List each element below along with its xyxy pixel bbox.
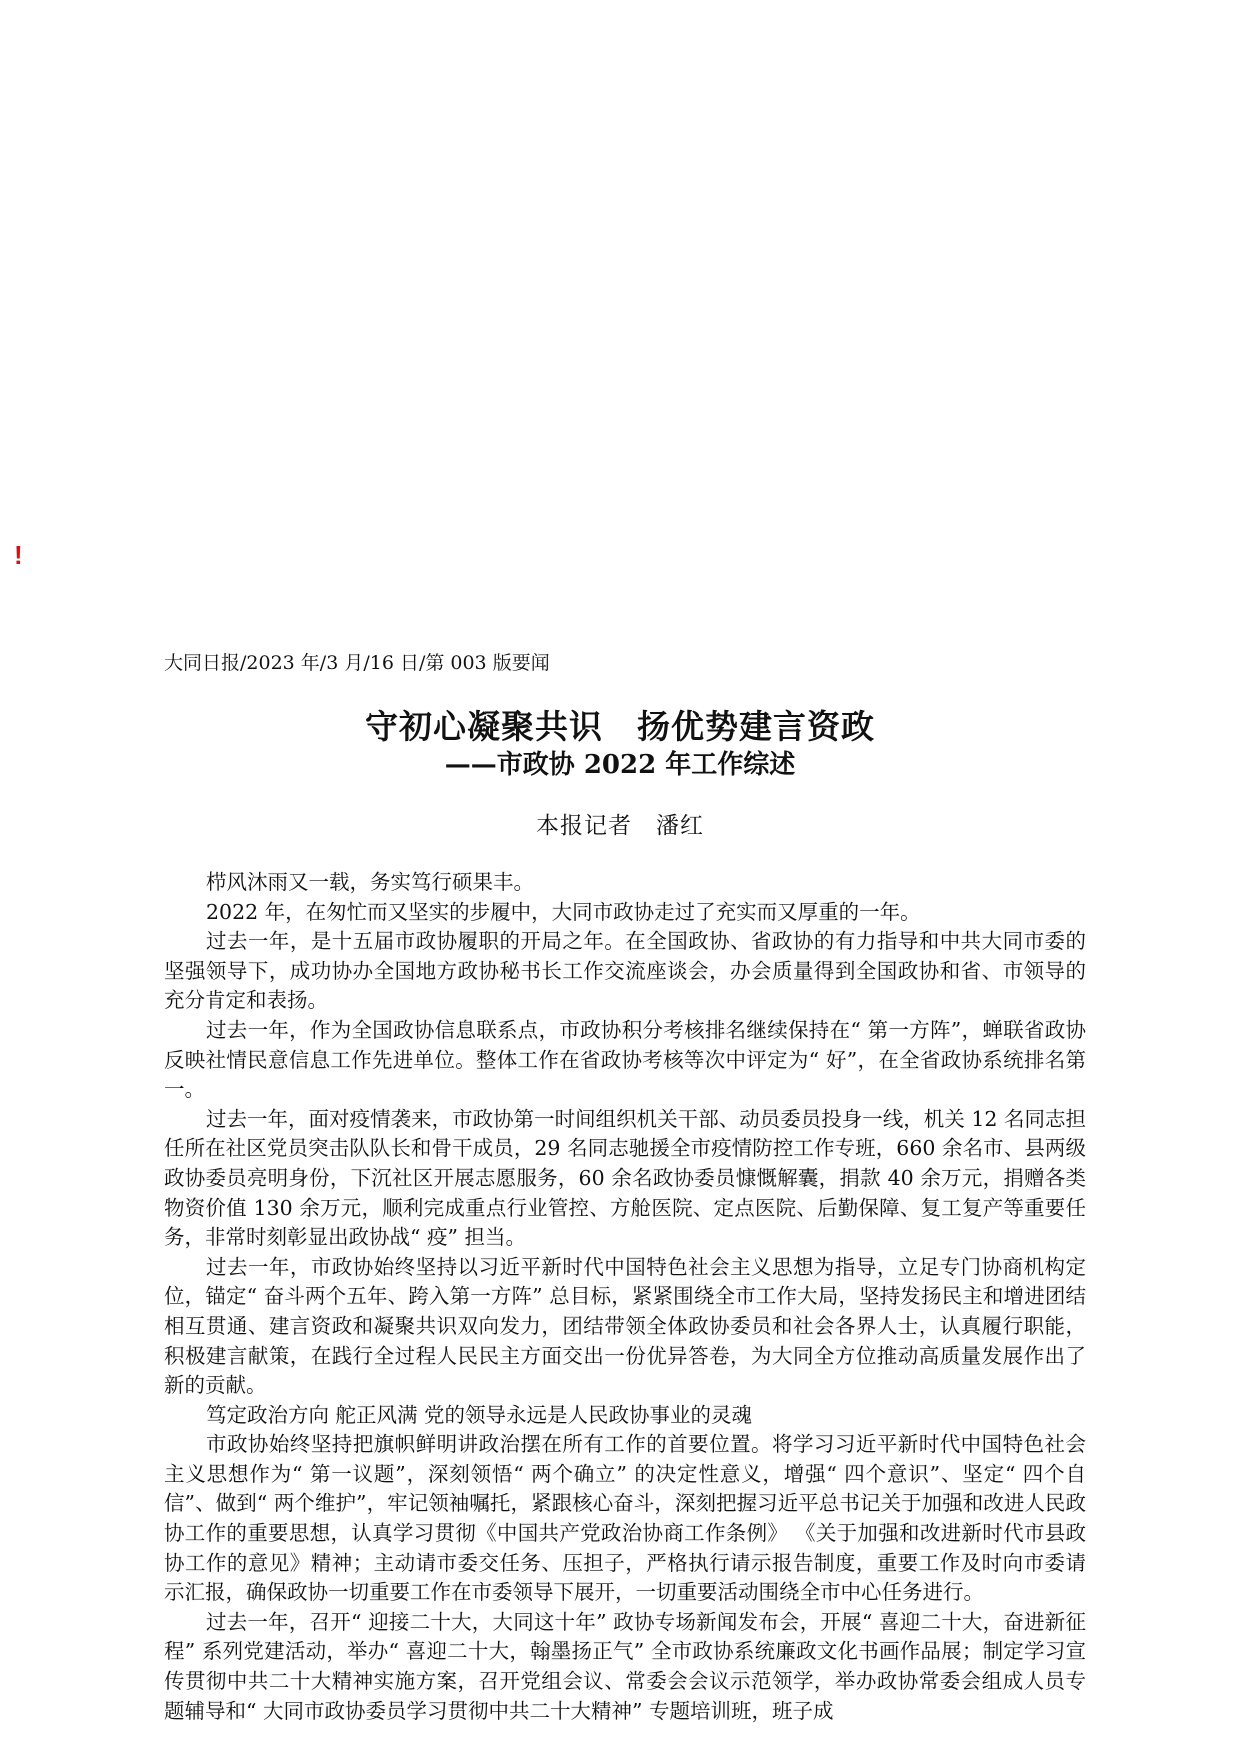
newspaper-source-line: 大同日报/2023 年/3 月/16 日/第 003 版要闻	[164, 652, 550, 674]
article-title: 守初心凝聚共识 扬优势建言资政	[365, 707, 875, 746]
paragraph: 过去一年，是十五届市政协履职的开局之年。在全国政协、省政协的有力指导和中共大同市委的坚强领导下，成功协办全国地方政协秘书长工作交流座谈会，办会质量得到全国政协和省、市领导的充分肯定和表扬。	[164, 929, 1086, 1013]
paragraph: 市政协始终坚持把旗帜鲜明讲政治摆在所有工作的首要位置。将学习习近平新时代中国特色社会主义思想作为“ 第一议题”，深刻领悟“ 两个确立” 的决定性意义，增强“ 四个意识”、坚定“ 四个自信”、做到“ 两个维护”，牢记领袖嘱托，紧跟核心奋斗，深刻把握习近平总书记关于加强和改进人民政协工作的重要思想，认真学习贯彻《中国共产党政治协商工作条例》 《关于加强和改进新时代市县政协工作的意见》精神；主动请市委交任务、压担子，严格执行请示报告制度，重要工作及时向市委请示汇报，确保政协一切重要工作在市委领导下展开，一切重要活动围绕全市中心任务进行。	[164, 1432, 1086, 1605]
paragraph: 过去一年，市政协始终坚持以习近平新时代中国特色社会主义思想为指导，立足专门协商机构定位，锚定“ 奋斗两个五年、跨入第一方阵” 总目标，紧紧围绕全市工作大局，坚持发扬民主和增进团结相互贯通、建言资政和凝聚共识双向发力，团结带领全体政协委员和社会各界人士，认真履行职能，积极建言献策，在践行全过程人民民主方面交出一份优异答卷，为大同全方位推动高质量发展作出了新的贡献。	[164, 1254, 1086, 1398]
paragraph: 栉风沐雨又一载，务实笃行硕果丰。	[206, 870, 534, 894]
paragraph: 过去一年，作为全国政协信息联系点，市政协积分考核排名继续保持在“ 第一方阵”，蝉联省政协反映社情民意信息工作先进单位。整体工作在省政协考核等次中评定为“ 好”，在全省政协系统排名第一。	[164, 1017, 1086, 1102]
article-body	[164, 868, 1086, 1726]
article-byline: 本报记者 潘红	[536, 813, 704, 839]
section-heading: 笃定政治方向 舵正风满 党的领导永远是人民政协事业的灵魂	[206, 1402, 753, 1427]
article-subtitle: ——市政协 2022 年工作综述	[444, 750, 796, 780]
red-exclamation-mark: !	[14, 540, 23, 570]
paragraph: 2022 年，在匆忙而又坚实的步履中，大同市政协走过了充实而又厚重的一年。	[206, 899, 921, 924]
paragraph: 过去一年，面对疫情袭来，市政协第一时间组织机关干部、动员委员投身一线，机关 12 名同志担任所在社区党员突击队队长和骨干成员，29 名同志驰援全市疫情防控工作专班，660 余名市、县两级政协委员亮明身份，下沉社区开展志愿服务，60 余名政协委员慷慨解囊，捐款 40 余万元，捐赠各类物资价值 130 余万元，顺利完成重点行业管控、方舱医院、定点医院、后勤保障、复工复产等重要任务，非常时刻彰显出政协战“ 疫” 担当。	[164, 1106, 1086, 1250]
paragraph: 过去一年，召开“ 迎接二十大，大同这十年” 政协专场新闻发布会，开展“ 喜迎二十大，奋进新征程” 系列党建活动，举办“ 喜迎二十大，翰墨扬正气” 全市政协系统廉政文化书画作品展；制定学习宣传贯彻中共二十大精神实施方案，召开党组会议、常委会会议示范领学，举办政协常委会组成人员专题辅导和“ 大同市政协委员学习贯彻中共二十大精神” 专题培训班，班子成	[164, 1609, 1086, 1723]
